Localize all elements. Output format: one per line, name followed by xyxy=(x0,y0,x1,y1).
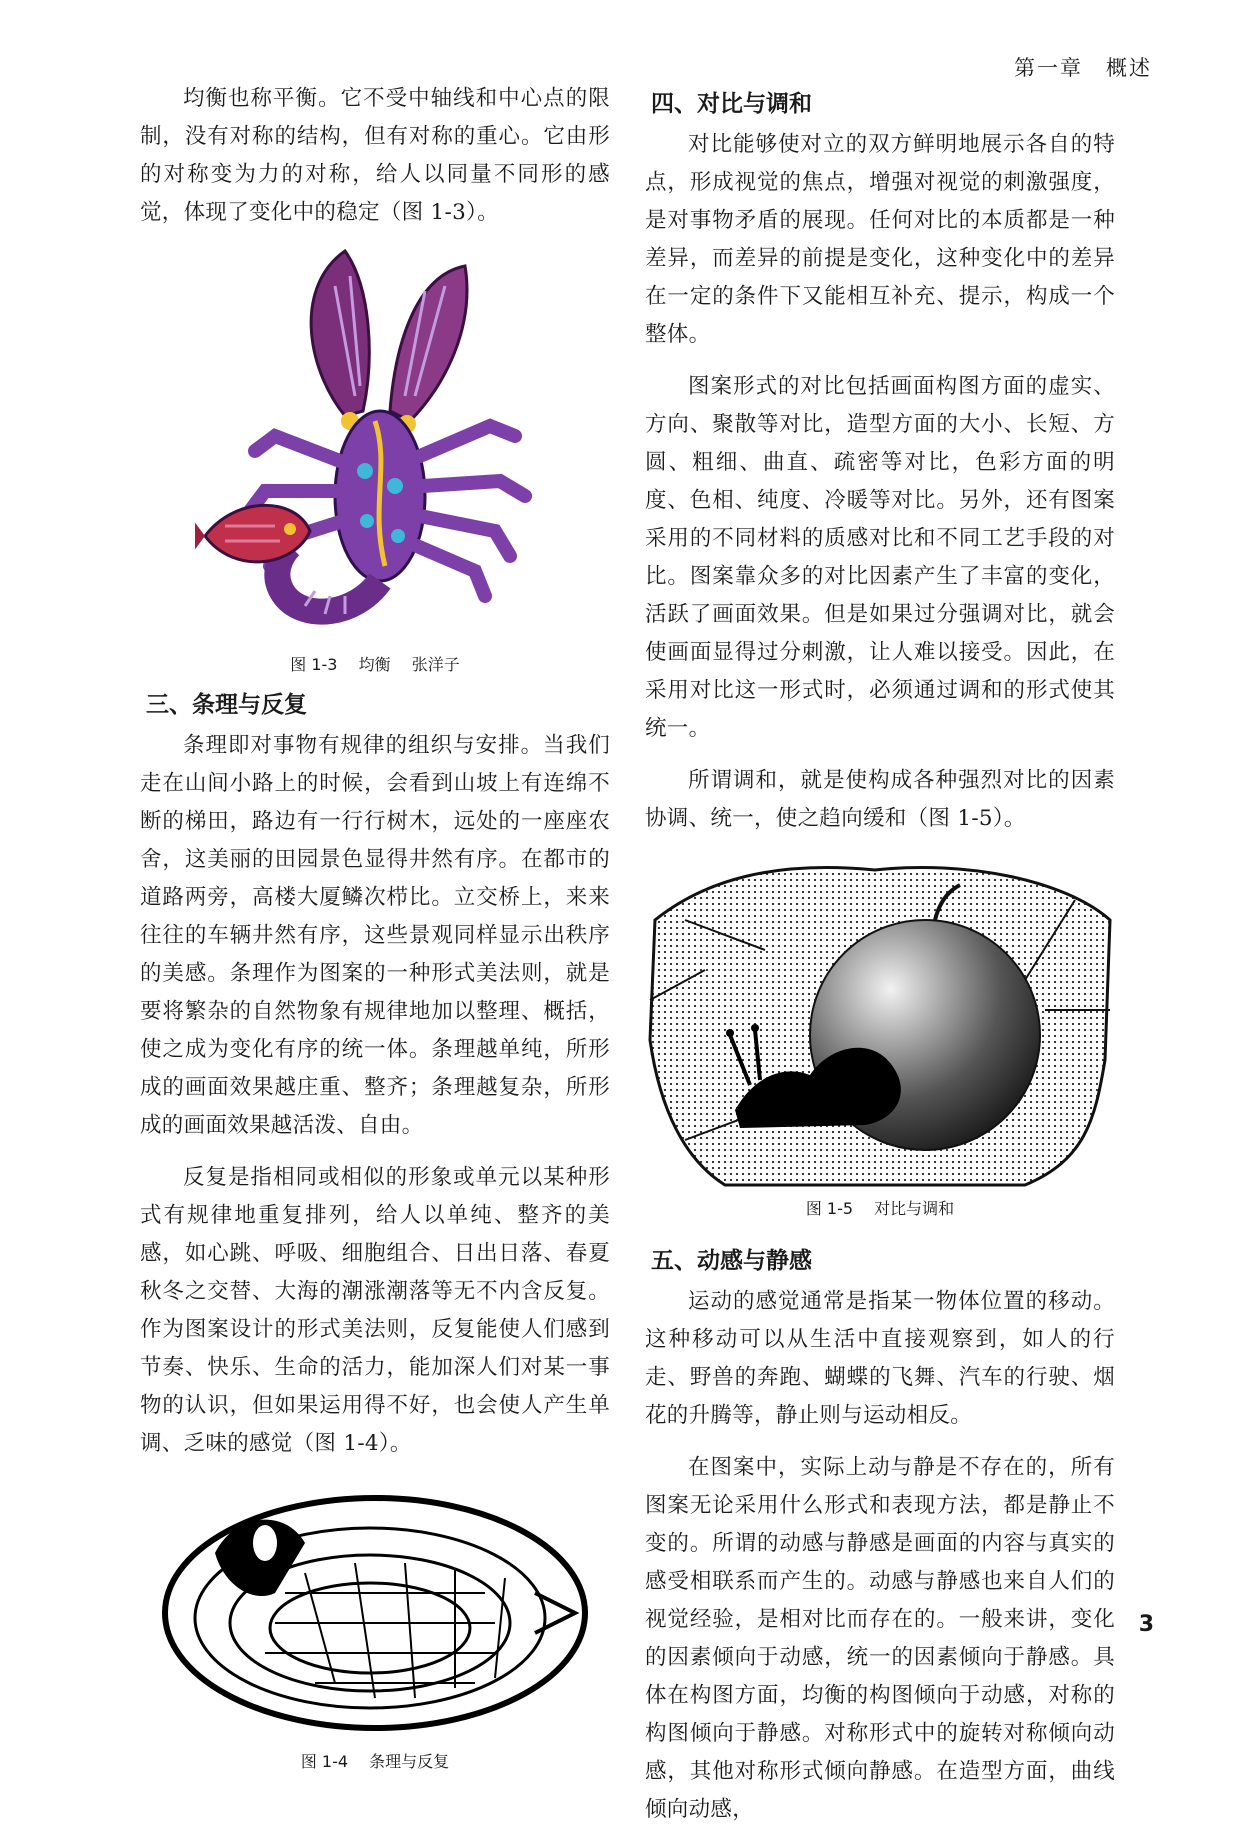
apple-snail-illustration xyxy=(645,860,1115,1190)
scorpion-illustration xyxy=(195,246,555,646)
figure-1-5-caption xyxy=(645,1196,1115,1219)
paragraph-motion-2: 在图案中，实际上动与静是不存在的，所有图案无论采用什么形式和表现方法，都是静止不变的。所谓的动感与静感是画面的内容与真实的感受相联系而产生的。动感与静感也来自人们的视觉经验，是相对比而存在的。一般来讲，变化的因素倾向于动感，统一的因素倾向于静感。具体在构图方面，均衡的构图倾向于动感，对称的构图倾向于静感。对称形式中的旋转对称倾向动感，其他对称形式倾向静感。在造型方面，曲线倾向动感， xyxy=(645,1455,1115,1822)
figure-1-3 xyxy=(140,246,610,675)
section-heading-4: 四、对比与调和 xyxy=(651,91,812,117)
paragraph-contrast-1: 对比能够使对立的双方鲜明地展示各自的特点，形成视觉的焦点，增强对视觉的刺激强度，是对事物矛盾的展现。任何对比的本质都是一种差异，而差异的前提是变化，这种变化中的差异在一定的条件下又能相互补充、提示，构成一个整体。 xyxy=(645,132,1115,347)
running-header: 第一章 概述 xyxy=(1014,56,1152,80)
caption-title: 均衡 xyxy=(358,655,391,674)
section-heading-5: 五、动感与静感 xyxy=(651,1248,812,1274)
page-number: 3 xyxy=(1138,1612,1154,1637)
caption-author: 张洋子 xyxy=(411,655,460,674)
caption-title: 条理与反复 xyxy=(369,1752,450,1771)
caption-title: 对比与调和 xyxy=(874,1199,955,1218)
paragraph-contrast-2: 图案形式的对比包括画面构图方面的虚实、方向、聚散等对比，造型方面的大小、长短、方圆、粗细、曲直、疏密等对比，色彩方面的明度、色相、纯度、冷暖等对比。另外，还有图案采用的不同材料的质感对比和不同工艺手段的对比。图案靠众多的对比因素产生了丰富的变化，活跃了画面效果。但是如果过分强调对比，就会使画面显得过分刺激，让人难以接受。因此，在采用对比这一形式时，必须通过调和的形式使其统一。 xyxy=(645,374,1115,741)
figure-1-5 xyxy=(645,860,1115,1219)
caption-number: 图 1-4 xyxy=(300,1752,349,1771)
figure-1-4 xyxy=(140,1483,610,1772)
caption-number: 图 1-5 xyxy=(805,1199,854,1218)
paragraph-repeat: 反复是指相同或相似的形象或单元以某种形式有规律地重复排列，给人以单纯、整齐的美感，如心跳、呼吸、细胞组合、日出日落、春夏秋冬之交替、大海的潮涨潮落等无不内含反复。作为图案设计的形式美法则，反复能使人们感到节奏、快乐、生命的活力，能加深人们对某一事物的认识，但如果运用得不好，也会使人产生单调、乏味的感觉（图 1-4）。 xyxy=(140,1165,610,1456)
paragraph-motion-1: 运动的感觉通常是指某一物体位置的移动。这种移动可以从生活中直接观察到，如人的行走、野兽的奔跑、蝴蝶的飞舞、汽车的行驶、烟花的升腾等，静止则与运动相反。 xyxy=(645,1289,1115,1428)
paragraph-order: 条理即对事物有规律的组织与安排。当我们走在山间小路上的时候，会看到山坡上有连绵不断的梯田，路边有一行行树木，远处的一座座农舍，这美丽的田园景色显得井然有序。在都市的道路两旁，高楼大厦鳞次栉比。立交桥上，来来往往的车辆井然有序，这些景观同样显示出秩序的美感。条理作为图案的一种形式美法则，就是要将繁杂的自然物象有规律地加以整理、概括，使之成为变化有序的统一体。条理越单纯，所形成的画面效果越庄重、整齐；条理越复杂，所形成的画面效果越活泼、自由。 xyxy=(140,733,610,1138)
goose-illustration xyxy=(155,1483,595,1743)
left-column xyxy=(140,80,610,1784)
section-heading-3: 三、条理与反复 xyxy=(146,692,307,718)
paragraph-balance: 均衡也称平衡。它不受中轴线和中心点的限制，没有对称的结构，但有对称的重心。它由形的对称变为力的对称，给人以同量不同形的感觉，体现了变化中的稳定（图 1-3）。 xyxy=(140,86,610,225)
figure-1-4-caption xyxy=(140,1749,610,1772)
caption-number: 图 1-3 xyxy=(290,655,338,674)
paragraph-harmony: 所谓调和，就是使构成各种强烈对比的因素协调、统一，使之趋向缓和（图 1-5）。 xyxy=(645,768,1115,831)
figure-1-3-caption xyxy=(140,652,610,675)
right-column xyxy=(645,80,1115,1843)
